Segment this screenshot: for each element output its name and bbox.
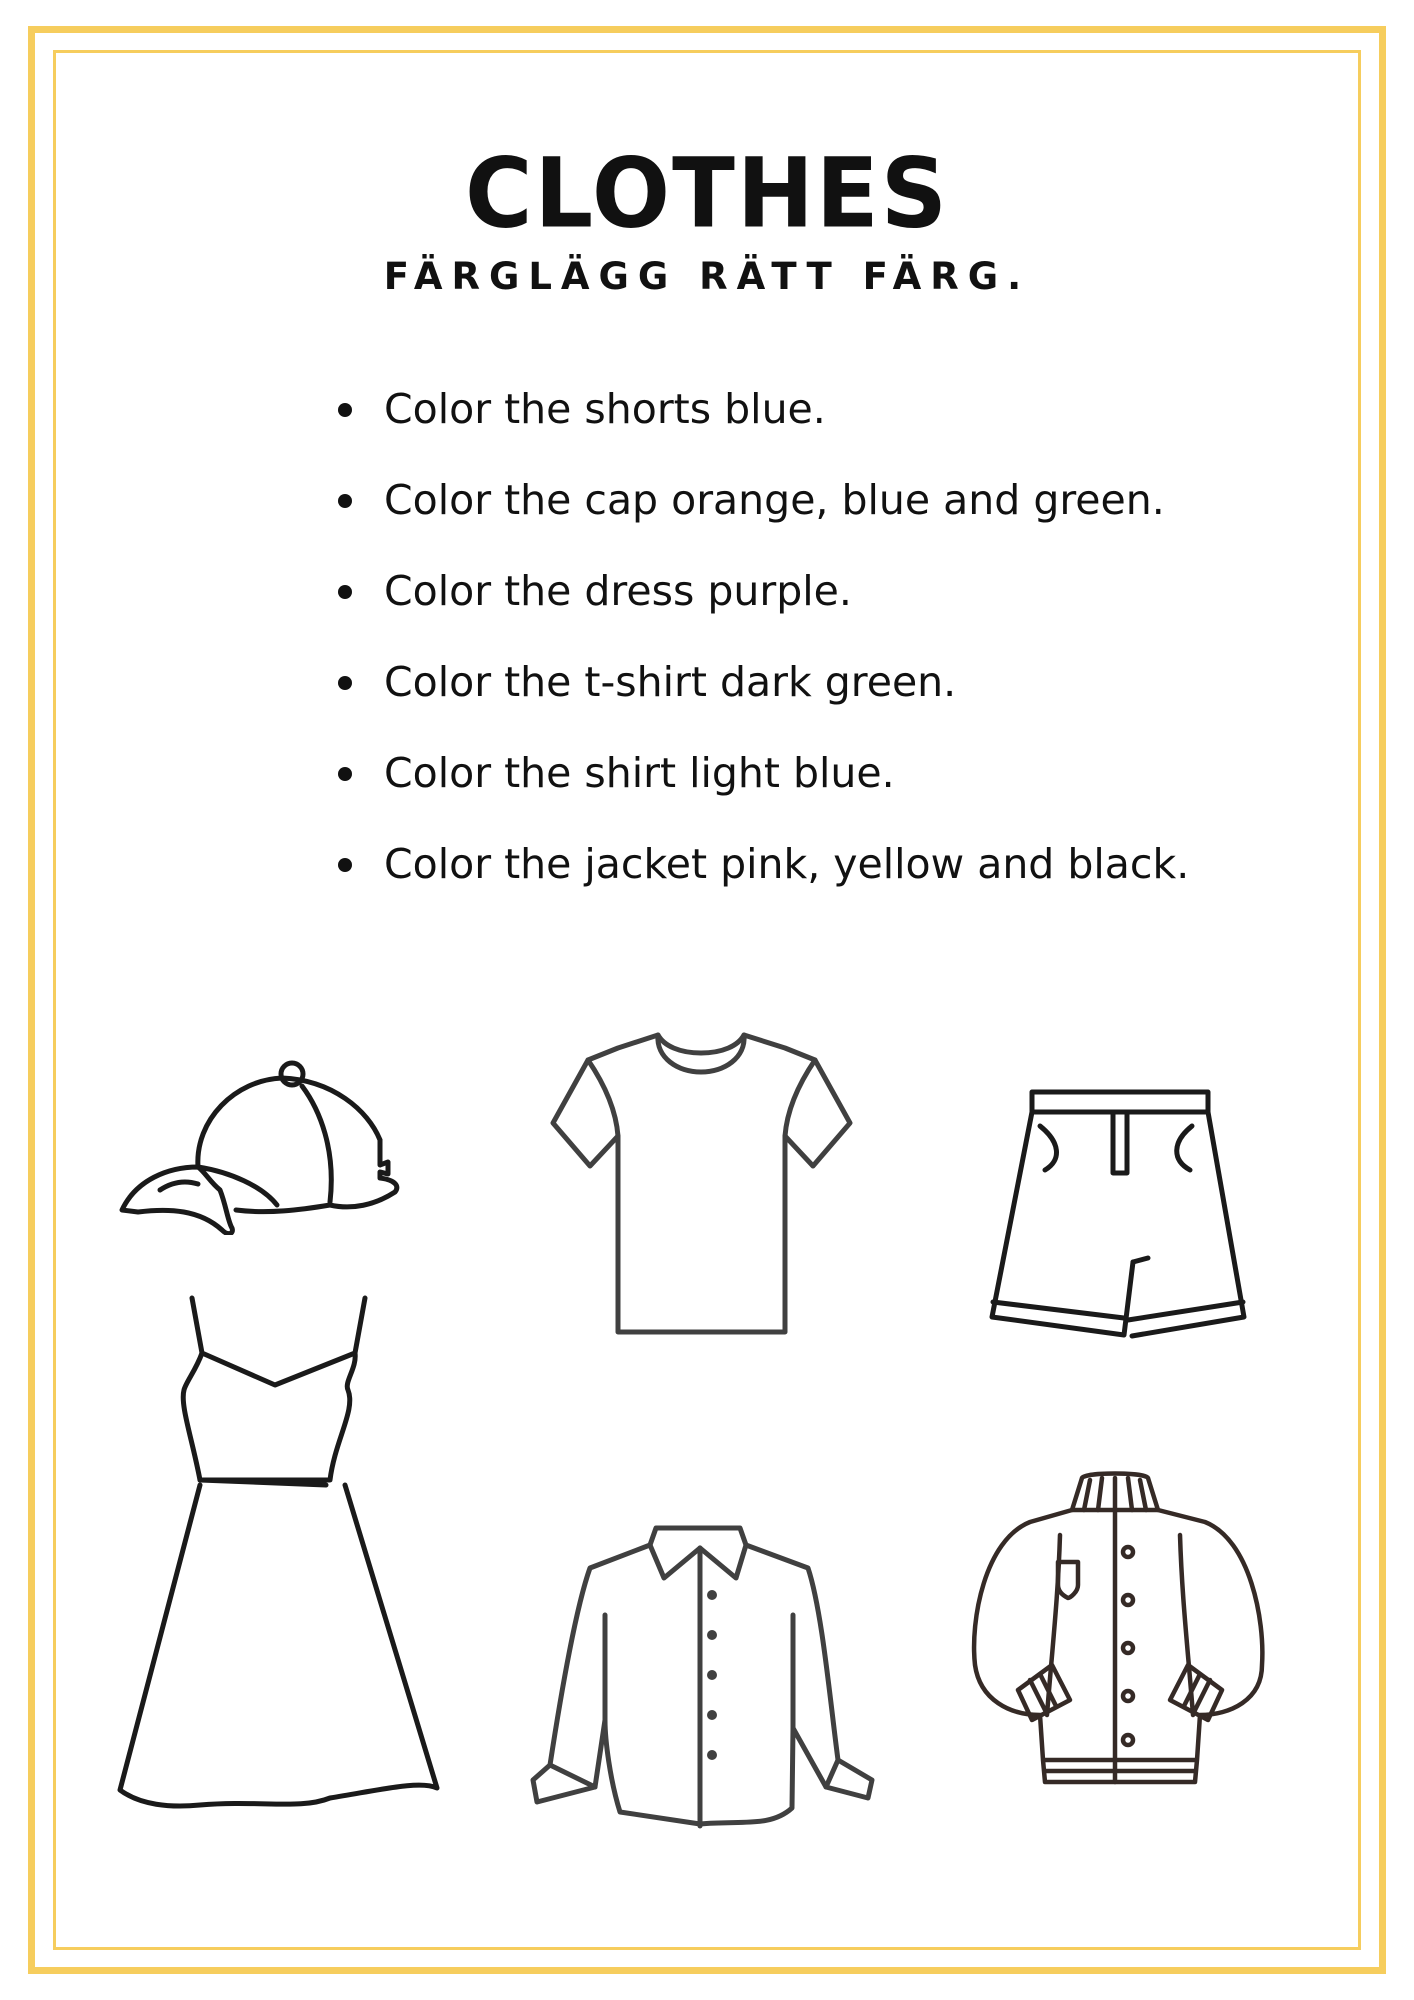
dress-icon	[115, 1290, 445, 1820]
list-item	[334, 840, 1189, 931]
bullet-icon	[338, 767, 352, 781]
list-item	[334, 658, 1189, 749]
bullet-icon	[338, 585, 352, 599]
list-item	[334, 476, 1189, 567]
bullet-icon	[338, 676, 352, 690]
t-shirt-icon	[545, 1030, 860, 1340]
bullet-icon	[338, 403, 352, 417]
list-item	[334, 385, 1189, 476]
shorts-icon	[985, 1085, 1250, 1340]
jacket-icon	[965, 1465, 1265, 1795]
instruction-text: Color the shorts blue.	[384, 385, 826, 433]
instruction-text: Color the cap orange, blue and green.	[384, 476, 1165, 524]
shirt-icon	[530, 1515, 875, 1835]
instruction-text: Color the shirt light blue.	[384, 749, 895, 797]
instruction-text: Color the jacket pink, yellow and black.	[384, 840, 1190, 888]
list-item	[334, 749, 1189, 840]
instruction-list	[334, 385, 1189, 931]
bullet-icon	[338, 494, 352, 508]
instruction-text: Color the t-shirt dark green.	[384, 658, 957, 706]
bullet-icon	[338, 858, 352, 872]
list-item	[334, 567, 1189, 658]
instruction-text: Color the dress purple.	[384, 567, 852, 615]
page-title: CLOTHES	[465, 137, 949, 250]
page-subtitle: FÄRGLÄGG RÄTT FÄRG.	[383, 255, 1031, 298]
cap-icon	[115, 1060, 405, 1235]
